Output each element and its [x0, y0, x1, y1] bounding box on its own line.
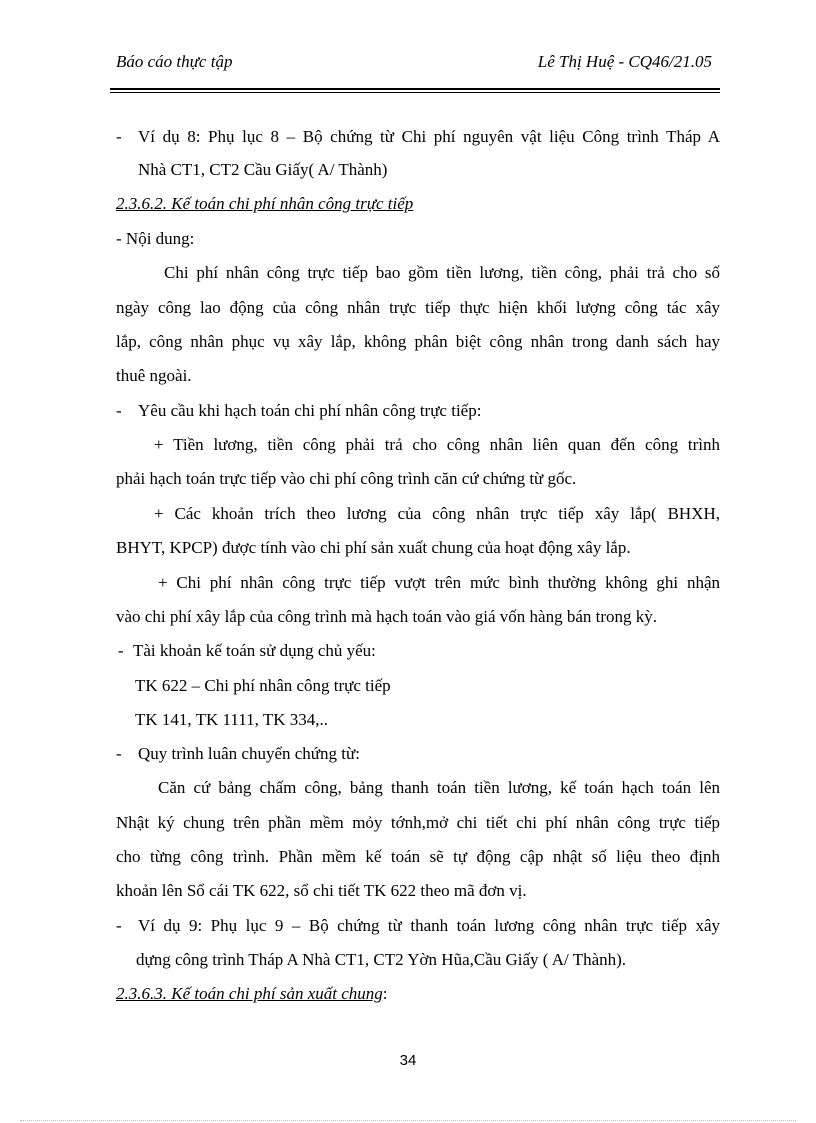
- paragraph-line: + Chi phí nhân công trực tiếp vượt trên mức bình thường không ghi nhận: [158, 573, 720, 592]
- paragraph-line: lắp, công nhân phục vụ xây lắp, không phân biệt công nhân trong danh sách hay: [116, 332, 720, 351]
- bullet: -: [118, 641, 124, 660]
- paragraph-line: Căn cứ bảng chấm công, bảng thanh toán tiền lương, kế toán hạch toán lên: [158, 778, 720, 797]
- paragraph-line: cho từng công trình. Phần mềm kế toán sẽ tự động cập nhật số liệu theo định: [116, 847, 720, 866]
- paragraph-line: TK 141, TK 1111, TK 334,..: [135, 710, 328, 729]
- bullet: -: [116, 127, 122, 146]
- paragraph-line: Quy trình luân chuyển chứng từ:: [138, 744, 360, 763]
- header-title: Báo cáo thực tập: [116, 52, 233, 71]
- section-heading-text: 2.3.6.3. Kế toán chi phí sản xuất chung: [116, 984, 383, 1003]
- header-author: Lê Thị Huệ - CQ46/21.05: [537, 52, 712, 71]
- paragraph-line: Nhà CT1, CT2 Cầu Giấy( A/ Thành): [138, 160, 388, 179]
- paragraph-line: - Nội dung:: [116, 229, 195, 248]
- paragraph-line: + Tiền lương, tiền công phải trả cho công nhân liên quan đến công trình: [154, 435, 720, 454]
- page-number: 34: [399, 1052, 417, 1069]
- paragraph-line: BHYT, KPCP) được tính vào chi phí sản xuất chung của hoạt động xây lắp.: [116, 538, 631, 557]
- section-heading: 2.3.6.2. Kế toán chi phí nhân công trực tiếp: [116, 194, 414, 213]
- paragraph-line: khoản lên Sổ cái TK 622, sổ chi tiết TK 622 theo mã đơn vị.: [116, 881, 527, 900]
- section-heading-colon: :: [382, 984, 388, 1003]
- paragraph-line: Ví dụ 9: Phụ lục 9 – Bộ chứng từ thanh toán lương công nhân trực tiếp xây: [138, 916, 720, 935]
- bullet: -: [116, 916, 122, 935]
- paragraph-line: dựng công trình Tháp A Nhà CT1, CT2 Yờn Hũa,Cầu Giấy ( A/ Thành).: [136, 950, 627, 969]
- paragraph-line: thuê ngoài.: [116, 366, 192, 385]
- bullet: -: [116, 401, 122, 420]
- paragraph-line: Tài khoản kế toán sử dụng chủ yếu:: [133, 641, 376, 660]
- page-bottom-border: [20, 1120, 796, 1121]
- paragraph-line: vào chi phí xây lắp của công trình mà hạch toán vào giá vốn hàng bán trong kỳ.: [116, 607, 658, 626]
- paragraph-line: TK 622 – Chi phí nhân công trực tiếp: [135, 676, 391, 695]
- paragraph-line: ngày công lao động của công nhân trực tiếp thực hiện khối lượng công tác xây: [116, 298, 720, 317]
- paragraph-line: phải hạch toán trực tiếp vào chi phí công trình căn cứ chứng từ gốc.: [116, 469, 577, 488]
- header-rule: [110, 88, 720, 93]
- paragraph-line: Yêu cầu khi hạch toán chi phí nhân công trực tiếp:: [138, 401, 482, 420]
- bullet: -: [116, 744, 122, 763]
- paragraph-line: Chi phí nhân công trực tiếp bao gồm tiền lương, tiền công, phải trả cho số: [164, 263, 720, 282]
- paragraph-line: Ví dụ 8: Phụ lục 8 – Bộ chứng từ Chi phí nguyên vật liệu Công trình Tháp A: [138, 127, 720, 146]
- paragraph-line: + Các khoản trích theo lương của công nhân trực tiếp xây lắp( BHXH,: [154, 504, 720, 523]
- section-heading: [116, 984, 720, 1004]
- paragraph-line: Nhật ký chung trên phần mềm mỏy tớnh,mở chi tiết chi phí nhân công trực tiếp: [116, 813, 720, 832]
